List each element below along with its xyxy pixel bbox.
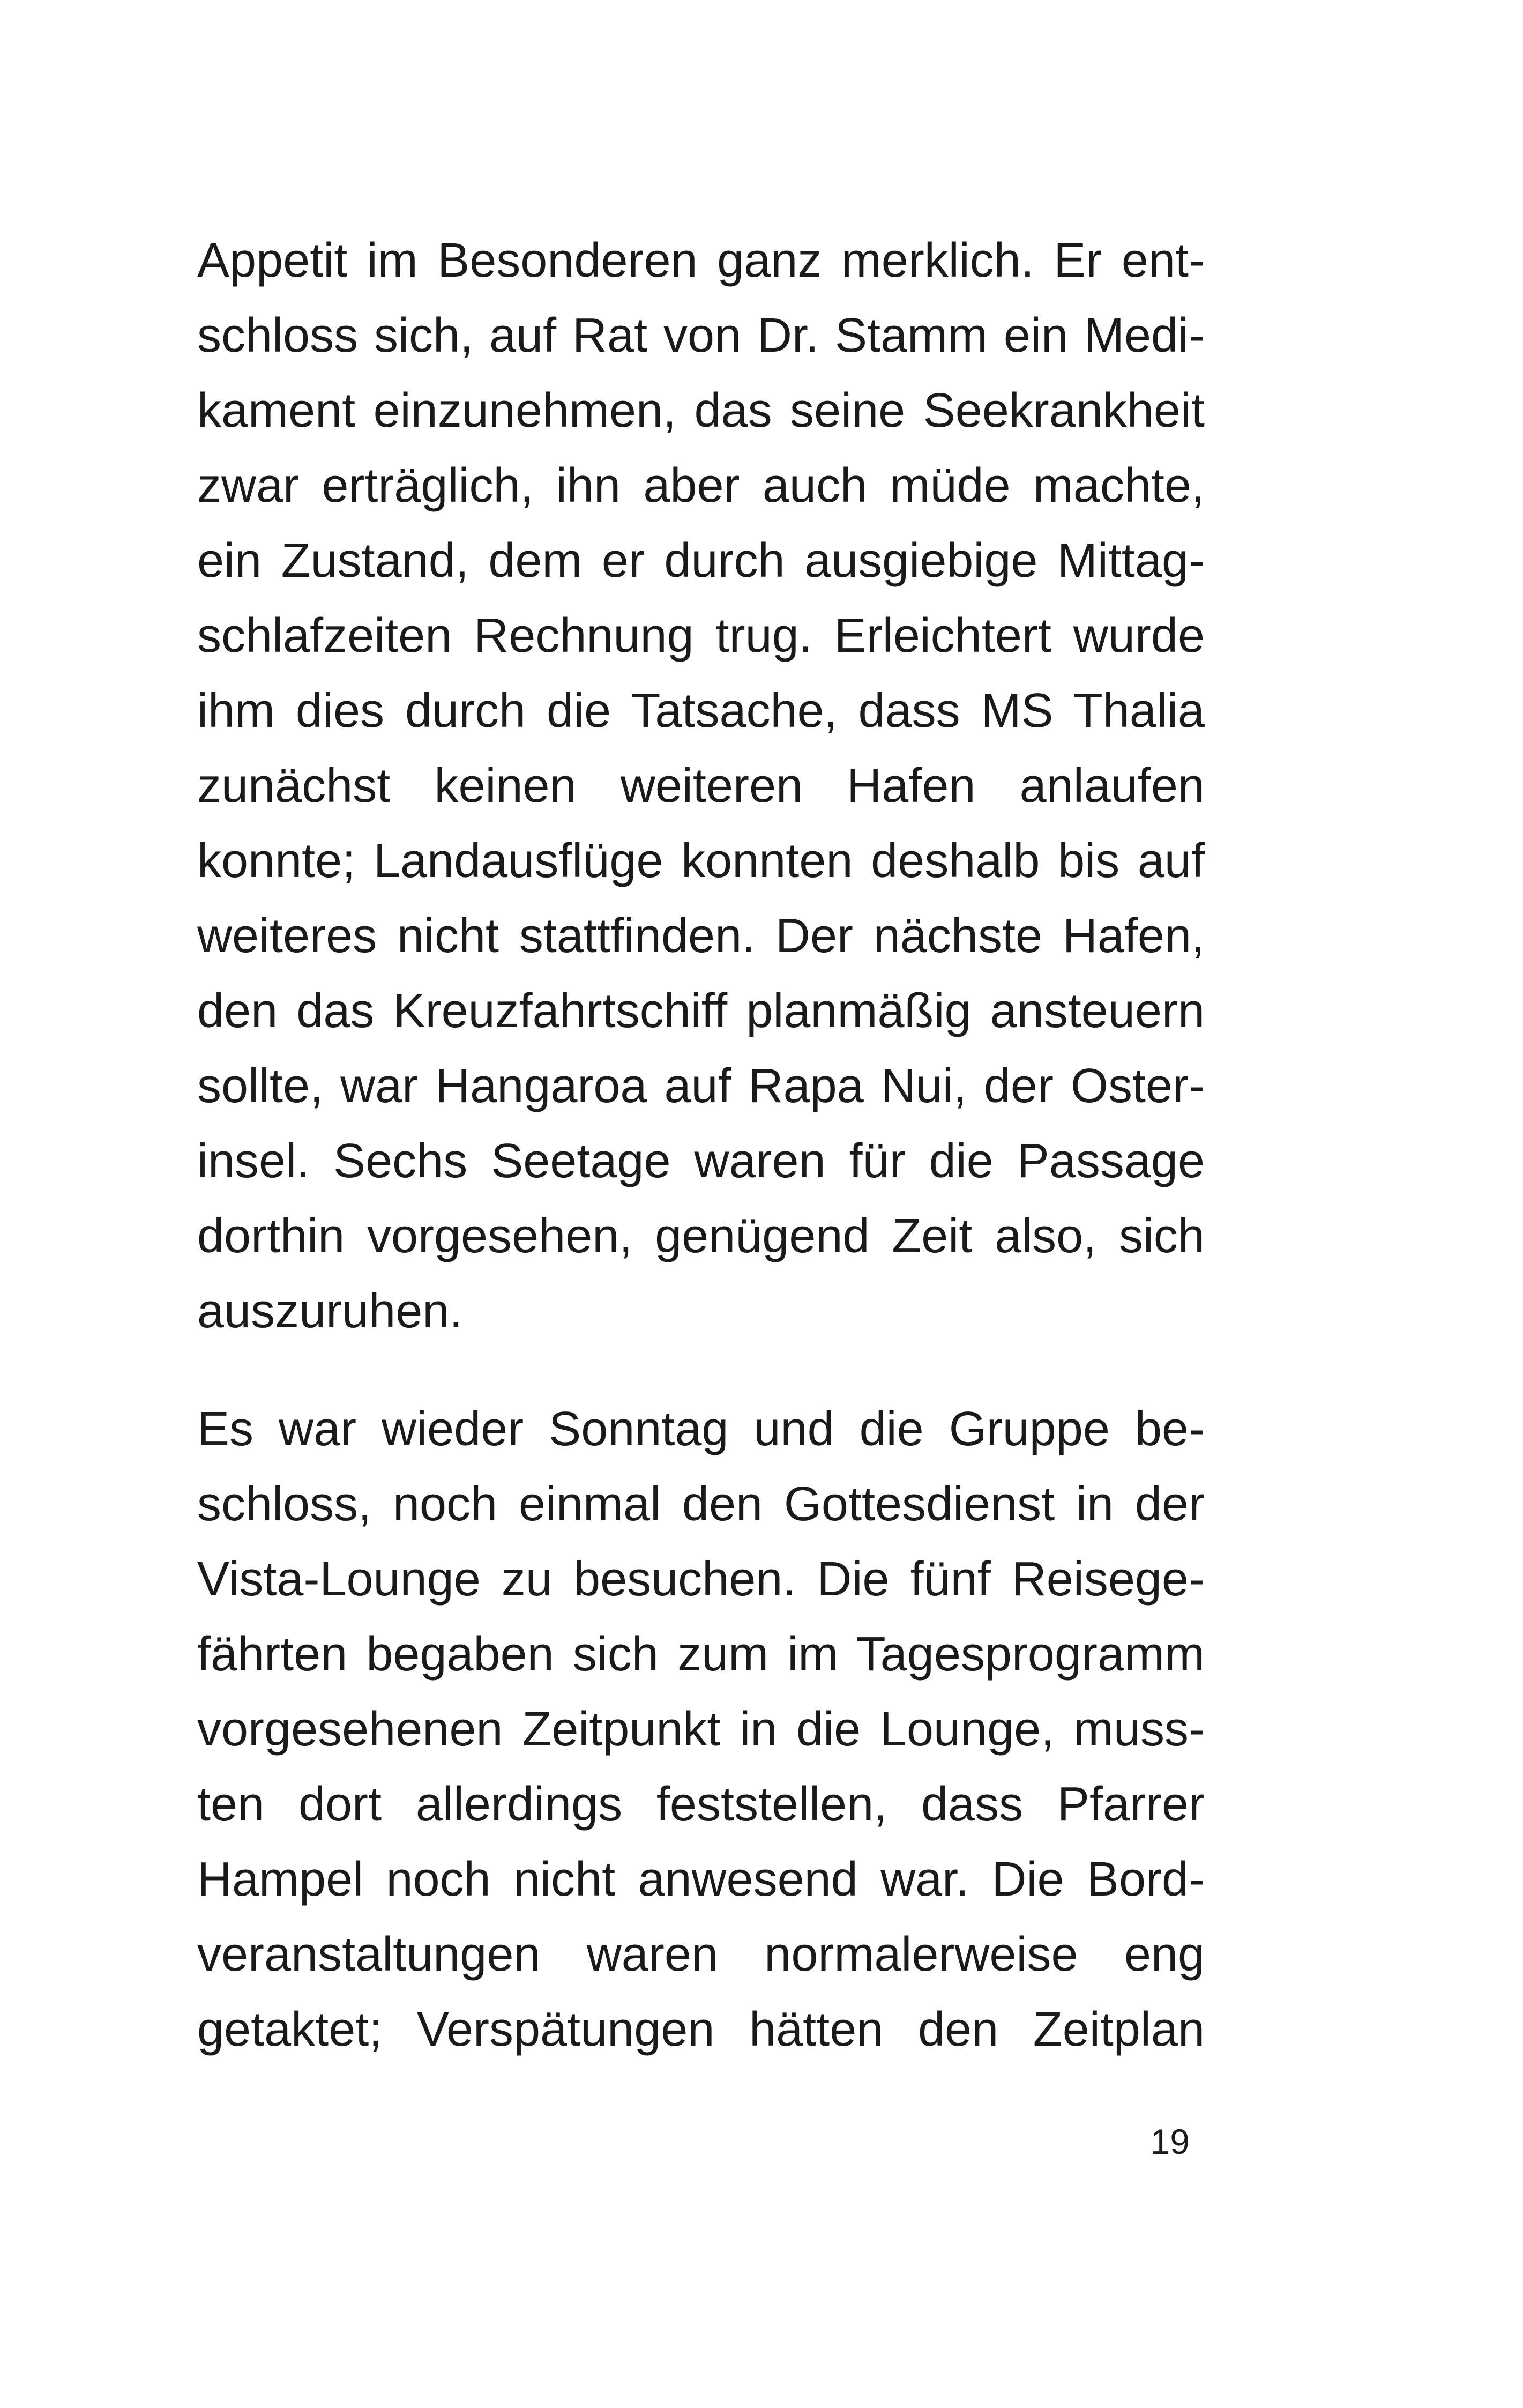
text-line: getaktet; Verspätungen hätten den Zeitplan bbox=[197, 2003, 1205, 2056]
text-line: weiteres nicht stattfinden. Der nächste Hafen, bbox=[197, 909, 1205, 963]
text-line: dorthin vorgesehen, genügend Zeit also, sich bbox=[197, 1209, 1205, 1263]
text-line: Appetit im Besonderen ganz merklich. Er ent- bbox=[197, 234, 1205, 287]
text-line: auszuruhen. bbox=[197, 1284, 463, 1338]
text-line: insel. Sechs Seetage waren für die Passage bbox=[197, 1134, 1205, 1188]
text-line: ihm dies durch die Tatsache, dass MS Thalia bbox=[197, 684, 1205, 738]
text-line: schloss sich, auf Rat von Dr. Stamm ein Medi- bbox=[197, 309, 1205, 362]
text-line: ein Zustand, dem er durch ausgiebige Mittag- bbox=[197, 534, 1205, 588]
text-line: Hampel noch nicht anwesend war. Die Bord- bbox=[197, 1853, 1205, 1906]
text-line: vorgesehenen Zeitpunkt in die Lounge, muss- bbox=[197, 1703, 1205, 1756]
page-number: 19 bbox=[1150, 2122, 1190, 2161]
text-line: den das Kreuzfahrtschiff planmäßig ansteuern bbox=[197, 984, 1205, 1038]
paragraph-1 bbox=[197, 223, 1205, 1349]
text-line: sollte, war Hangaroa auf Rapa Nui, der Oster- bbox=[197, 1059, 1205, 1113]
paragraph-2 bbox=[197, 1392, 1205, 2067]
text-line: ten dort allerdings feststellen, dass Pfarrer bbox=[197, 1778, 1205, 1831]
text-line: kament einzunehmen, das seine Seekrankheit bbox=[197, 384, 1205, 437]
text-line: schlafzeiten Rechnung trug. Erleichtert wurde bbox=[197, 609, 1205, 663]
text-line: Es war wieder Sonntag und die Gruppe be- bbox=[197, 1402, 1205, 1456]
text-line: zunächst keinen weiteren Hafen anlaufen bbox=[197, 759, 1205, 813]
text-line: Vista-Lounge zu besuchen. Die fünf Reisege- bbox=[197, 1552, 1205, 1606]
text-line: zwar erträglich, ihn aber auch müde machte, bbox=[197, 459, 1205, 512]
text-line: konnte; Landausflüge konnten deshalb bis auf bbox=[197, 834, 1205, 888]
text-line: veranstaltungen waren normalerweise eng bbox=[197, 1928, 1205, 1981]
text-line: schloss, noch einmal den Gottesdienst in der bbox=[197, 1477, 1205, 1531]
text-line: fährten begaben sich zum im Tagesprogramm bbox=[197, 1627, 1205, 1681]
